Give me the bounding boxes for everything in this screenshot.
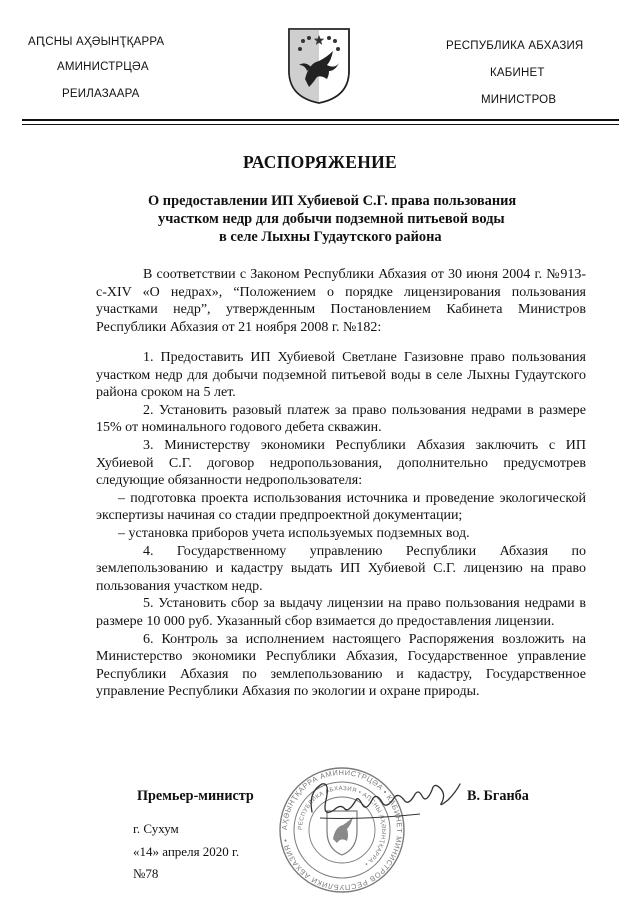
document-title: РАСПОРЯЖЕНИЕ: [242, 152, 397, 172]
clause-1: 1. Предоставить ИП Хубиевой Светлане Газизовне право пользования участком недр для добычи подземной питьевой воды в селе Лыхны Гудаутского района сроком на 5 лет.: [96, 350, 586, 401]
intro-paragraph-block: [96, 266, 586, 336]
header-right-line-3: МИНИСТРОВ: [481, 94, 557, 106]
clause-4: 4. Государственному управлению Республики Абхазия по землепользованию и кадастру выдать ИП Хубиевой С.Г. лицензию на право пользования участком недр.: [96, 543, 586, 594]
header-rule-thin: [22, 124, 619, 125]
document-number: №78: [133, 866, 159, 881]
intro-paragraph: В соответствии с Законом Республики Абхазия от 30 июня 2004 г. №913-с-XIV «О недрах», “Положением о порядке лицензирования пользования участками недр”, утвержденным Постановлением Кабинета Министров Республики Абхазия от 21 ноября 2008 г. №182:: [96, 267, 586, 335]
clause-6: 6. Контроль за исполнением настоящего Распоряжения возложить на Министерство экономики Республики Абхазия, Государственное управление Республики Абхазия по землепользованию и кадастру, Государственное управление Республики Абхазия по экологии и охране природы.: [96, 631, 586, 700]
coat-of-arms-emblem: [287, 27, 351, 105]
clause-3-item-1: – подготовка проекта использования источника и проведение экологической экспертизы начиная со стадии предпроектной документации;: [96, 490, 586, 524]
seal-outer-text: АҲӘЫНҬҚАРРА АМИНИСТРЦӘА • КАБИНЕТ МИНИСТРОВ РЕСПУБЛИКИ АБХАЗИЯ •: [279, 767, 405, 893]
clause-2: 2. Установить разовый платеж за право пользования недрами в размере 15% от номинального годового дебета скважин.: [96, 402, 586, 436]
clause-3-item-2: – установка приборов учета используемых подземных вод.: [118, 525, 470, 541]
header-right-line-1: РЕСПУБЛИКА АБХАЗИЯ: [446, 40, 584, 52]
header-left-line-2: АМИНИСТРЦӘА: [57, 61, 149, 73]
signatory-name: В. Бганба: [467, 788, 529, 804]
clause-3: 3. Министерству экономики Республики Абхазия заключить с ИП Хубиевой С.Г. договор недропользования, дополнительно предусмотрев следующие обязанности недропользователя:: [96, 437, 586, 489]
header-left-line-1: АԤСНЫ АҲӘЫНҬҚАРРА: [28, 36, 165, 48]
seal-inner-text: РЕСПУБЛИКА АБХАЗИЯ • АԤСНЫ АҲӘЫНҬҚАРРА •: [297, 785, 387, 867]
handwritten-signature: [300, 770, 470, 830]
header-left-line-3: РЕИЛАЗААРА: [62, 88, 140, 100]
clauses-block: [96, 349, 586, 701]
subject-line-3: в селе Лыхны Гудаутского района: [219, 229, 442, 245]
issue-date: «14» апреля 2020 г.: [133, 844, 240, 859]
header-rule-thick: [22, 119, 619, 121]
signatory-position: Премьер-министр: [137, 788, 254, 804]
clause-5: 5. Установить сбор за выдачу лицензии на право пользования недрами в размере 10 000 руб. Указанный сбор взимается до предоставления лицензии.: [96, 596, 586, 629]
subject-line-1: О предоставлении ИП Хубиевой С.Г. права пользования: [148, 193, 517, 209]
issue-place: г. Сухум: [133, 821, 179, 836]
subject-line-2: участком недр для добычи подземной питьевой воды: [158, 211, 505, 227]
header-right-line-2: КАБИНЕТ: [490, 67, 545, 79]
